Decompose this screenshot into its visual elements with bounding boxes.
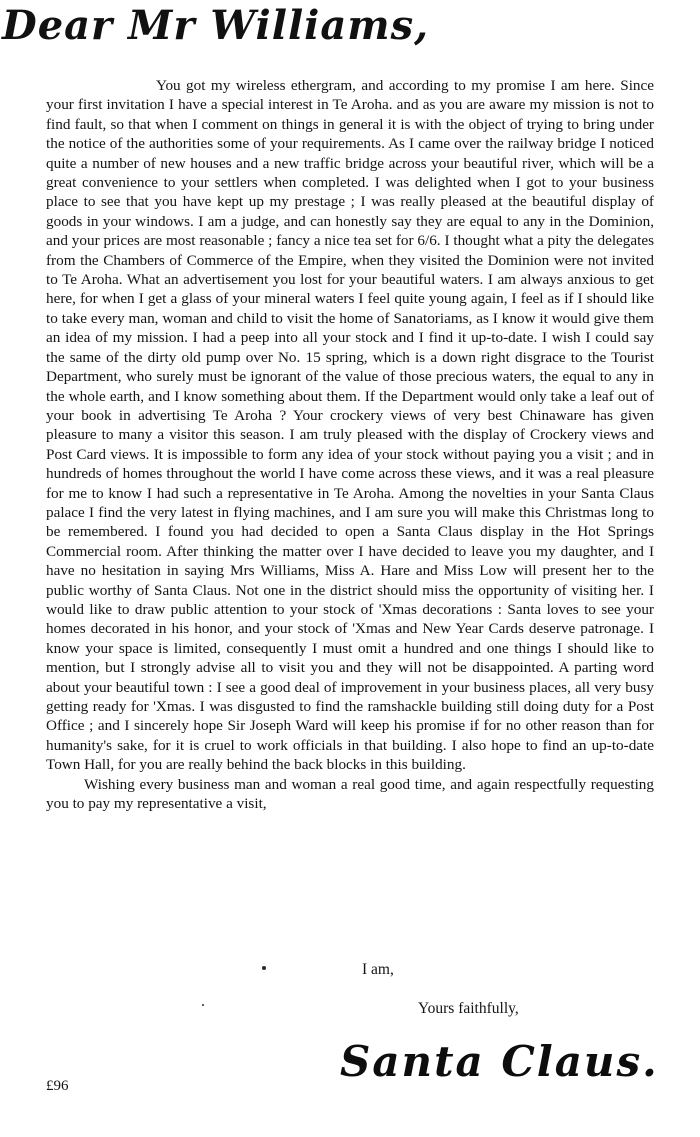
ink-speck-mark — [202, 1004, 204, 1006]
signature: Santa Claus. — [340, 1037, 659, 1086]
letter-paragraph-closing: Wishing every business man and woman a real good time, and again respectfully requesting you to pay my representative a visit, — [46, 775, 654, 813]
page-number: £96 — [46, 1078, 69, 1094]
ink-speck-mark — [262, 966, 266, 970]
valediction-line: Yours faithfully, — [418, 1000, 519, 1017]
letter-body — [46, 76, 654, 813]
salutation-heading: Dear Mr Williams, — [2, 2, 430, 49]
letter-paragraph-main: You got my wireless ethergram, and according to my promise I am here. Since your first invitation I have a special interest in Te Aroha. and as you are aware my mission is not to find fault, so that when I comment on things in general it is with the object of trying to bring under the notice of the authorities some of your requirements. As I came over the railway bridge I noticed quite a number of new houses and a new traffic bridge across your beautiful river, which will be a great convenience to your settlers when completed. I was delighted when I got to your business place to see that you have kept up my prestage ; I was really pleased at the beautiful display of goods in your windows. I am a judge, and can honestly say they are equal to any in the Dominion, and your prices are most reasonable ; fancy a nice tea set for 6/6. I thought what a pity the delegates from the Chambers of Commerce of the Empire, when they visited the Dominion were not invited to Te Aroha. What an advertisement you lost for your beautiful waters. I am always anxious to get here, for when I get a glass of your mineral waters I feel quite young again, I feel as if I should like to take every man, woman and child to visit the home of Sanatoriams, as I know it would give them an idea of my mission. I had a peep into all your stock and I find it up-to-date. I wish I could say the same of the dirty old pump over No. 15 spring, which is a down right disgrace to the Tourist Department, who surely must be ignorant of the value of those precious waters, the equal to any in the whole earth, and I know something about them. If the Department would only take a leaf out of your book in advertising Te Aroha ? Your crockery views of very best Chinaware has given pleasure to many a visitor this season. I am truly pleased with the display of Crockery views and Post Card views. It is impossible to form any idea of your stock without paying you a visit ; and in hundreds of homes throughout the world I have come across these views, and it was a real pleasure for me to know I had such a representative in Te Aroha. Among the novelties in your Santa Claus palace I find the very latest in flying machines, and I am sure you will make this Christmas long to be remembered. I found you had decided to open a Santa Claus display in the Hot Springs Commercial room. After thinking the matter over I have decided to leave you my daughter, and I have no hesitation in saying Mrs Williams, Miss A. Hare and Miss Low will present her to the public worthy of Santa Claus. Not one in the district should miss the opportunity of visiting her. I would like to draw public attention to your stock of 'Xmas decorations : Santa loves to see your homes decorated in his honor, and your stock of 'Xmas and New Year Cards deserve patronage. I know your space is limited, consequently I must omit a hundred and one things I should like to mention, but I strongly advise all to visit you and they will not be disappointed. A parting word about your beautiful town : I see a good deal of improvement in your business places, all very busy getting ready for 'Xmas. I was disgusted to find the ramshackle building still doing duty for a Post Office ; and I sincerely hope Sir Joseph Ward will keep his promise if for no other reason than for humanity's sake, for it is cruel to work officials in that building. I also hope to find an up-to-date Town Hall, for you are really behind the back blocks in this building. — [46, 77, 654, 774]
i-am-line: I am, — [362, 961, 394, 978]
